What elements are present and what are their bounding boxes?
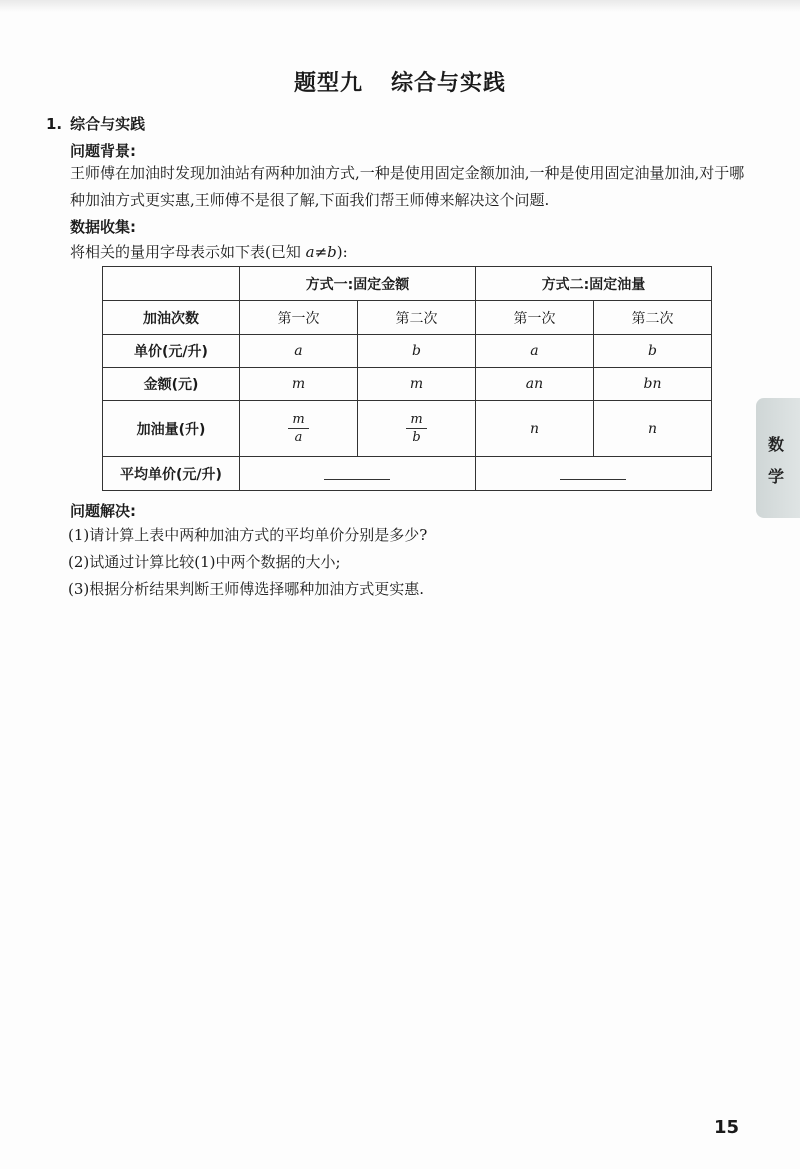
- group-header-fixed-amount: 方式一:固定金额: [240, 267, 476, 301]
- table-cell: [357, 401, 475, 457]
- side-tab-char: 数: [768, 435, 785, 454]
- page-number: 15: [714, 1117, 740, 1138]
- data-collection-heading: 数据收集:: [70, 218, 136, 236]
- table-cell: m: [357, 368, 475, 401]
- intro-condition: a≠b: [305, 243, 337, 261]
- row-label: 单价(元/升): [103, 335, 240, 368]
- table-row: [103, 301, 712, 335]
- fraction-denominator: a: [294, 430, 303, 445]
- question-heading: [46, 113, 145, 134]
- table-cell: 第一次: [475, 301, 593, 335]
- solution-item: (3)根据分析结果判断王师傅选择哪种加油方式更实惠.: [68, 580, 425, 598]
- table-row: [103, 457, 712, 491]
- row-label: 平均单价(元/升): [103, 457, 240, 491]
- table-cell: 第一次: [240, 301, 358, 335]
- answer-blank: [324, 463, 390, 480]
- question-number: 1.: [46, 115, 63, 133]
- fraction-numerator: m: [288, 411, 308, 429]
- table-cell: n: [475, 401, 593, 457]
- table-cell: n: [593, 401, 711, 457]
- solution-item: (2)试通过计算比较(1)中两个数据的大小;: [68, 553, 341, 571]
- table-row: [103, 401, 712, 457]
- top-edge-strip: [0, 0, 800, 12]
- answer-blank: [560, 463, 626, 480]
- table-corner-cell: [103, 267, 240, 301]
- fraction: [288, 411, 308, 446]
- data-collection-intro: [70, 241, 348, 262]
- solution-item: (1)请计算上表中两种加油方式的平均单价分别是多少?: [68, 526, 428, 544]
- solution-heading: 问题解决:: [70, 502, 136, 520]
- table-cell: an: [475, 368, 593, 401]
- row-label: 加油量(升): [103, 401, 240, 457]
- fuel-table: [102, 266, 712, 491]
- background-heading: 问题背景:: [70, 142, 136, 160]
- background-text: 王师傅在加油时发现加油站有两种加油方式,一种是使用固定金额加油,一种是使用固定油量加油,对于哪种加油方式更实惠,王师傅不是很了解,下面我们帮王师傅来解决这个问题.: [70, 164, 745, 209]
- table-cell: b: [357, 335, 475, 368]
- section-title-part2: 综合与实践: [391, 71, 507, 96]
- table-cell: a: [475, 335, 593, 368]
- table-row: [103, 335, 712, 368]
- table-cell: a: [240, 335, 358, 368]
- fraction-denominator: b: [412, 430, 421, 445]
- fraction: [406, 411, 426, 446]
- section-title: [0, 66, 800, 97]
- table-cell: b: [593, 335, 711, 368]
- group-header-fixed-volume: 方式二:固定油量: [475, 267, 711, 301]
- intro-suffix: ):: [336, 243, 348, 261]
- question-title: 综合与实践: [70, 115, 146, 133]
- row-label: 加油次数: [103, 301, 240, 335]
- table-cell: 第二次: [593, 301, 711, 335]
- section-title-part1: 题型九: [293, 71, 363, 96]
- table-row: [103, 267, 712, 301]
- table-row: [103, 368, 712, 401]
- side-tab-char: 学: [768, 467, 785, 486]
- answer-cell-fixed-amount: [240, 457, 476, 491]
- subject-side-tab: [756, 398, 800, 518]
- row-label: 金额(元): [103, 368, 240, 401]
- table-cell: bn: [593, 368, 711, 401]
- fraction-numerator: m: [406, 411, 426, 429]
- intro-prefix: 将相关的量用字母表示如下表(已知: [70, 243, 306, 261]
- answer-cell-fixed-volume: [475, 457, 711, 491]
- table-cell: [240, 401, 358, 457]
- table-cell: m: [240, 368, 358, 401]
- table-cell: 第二次: [357, 301, 475, 335]
